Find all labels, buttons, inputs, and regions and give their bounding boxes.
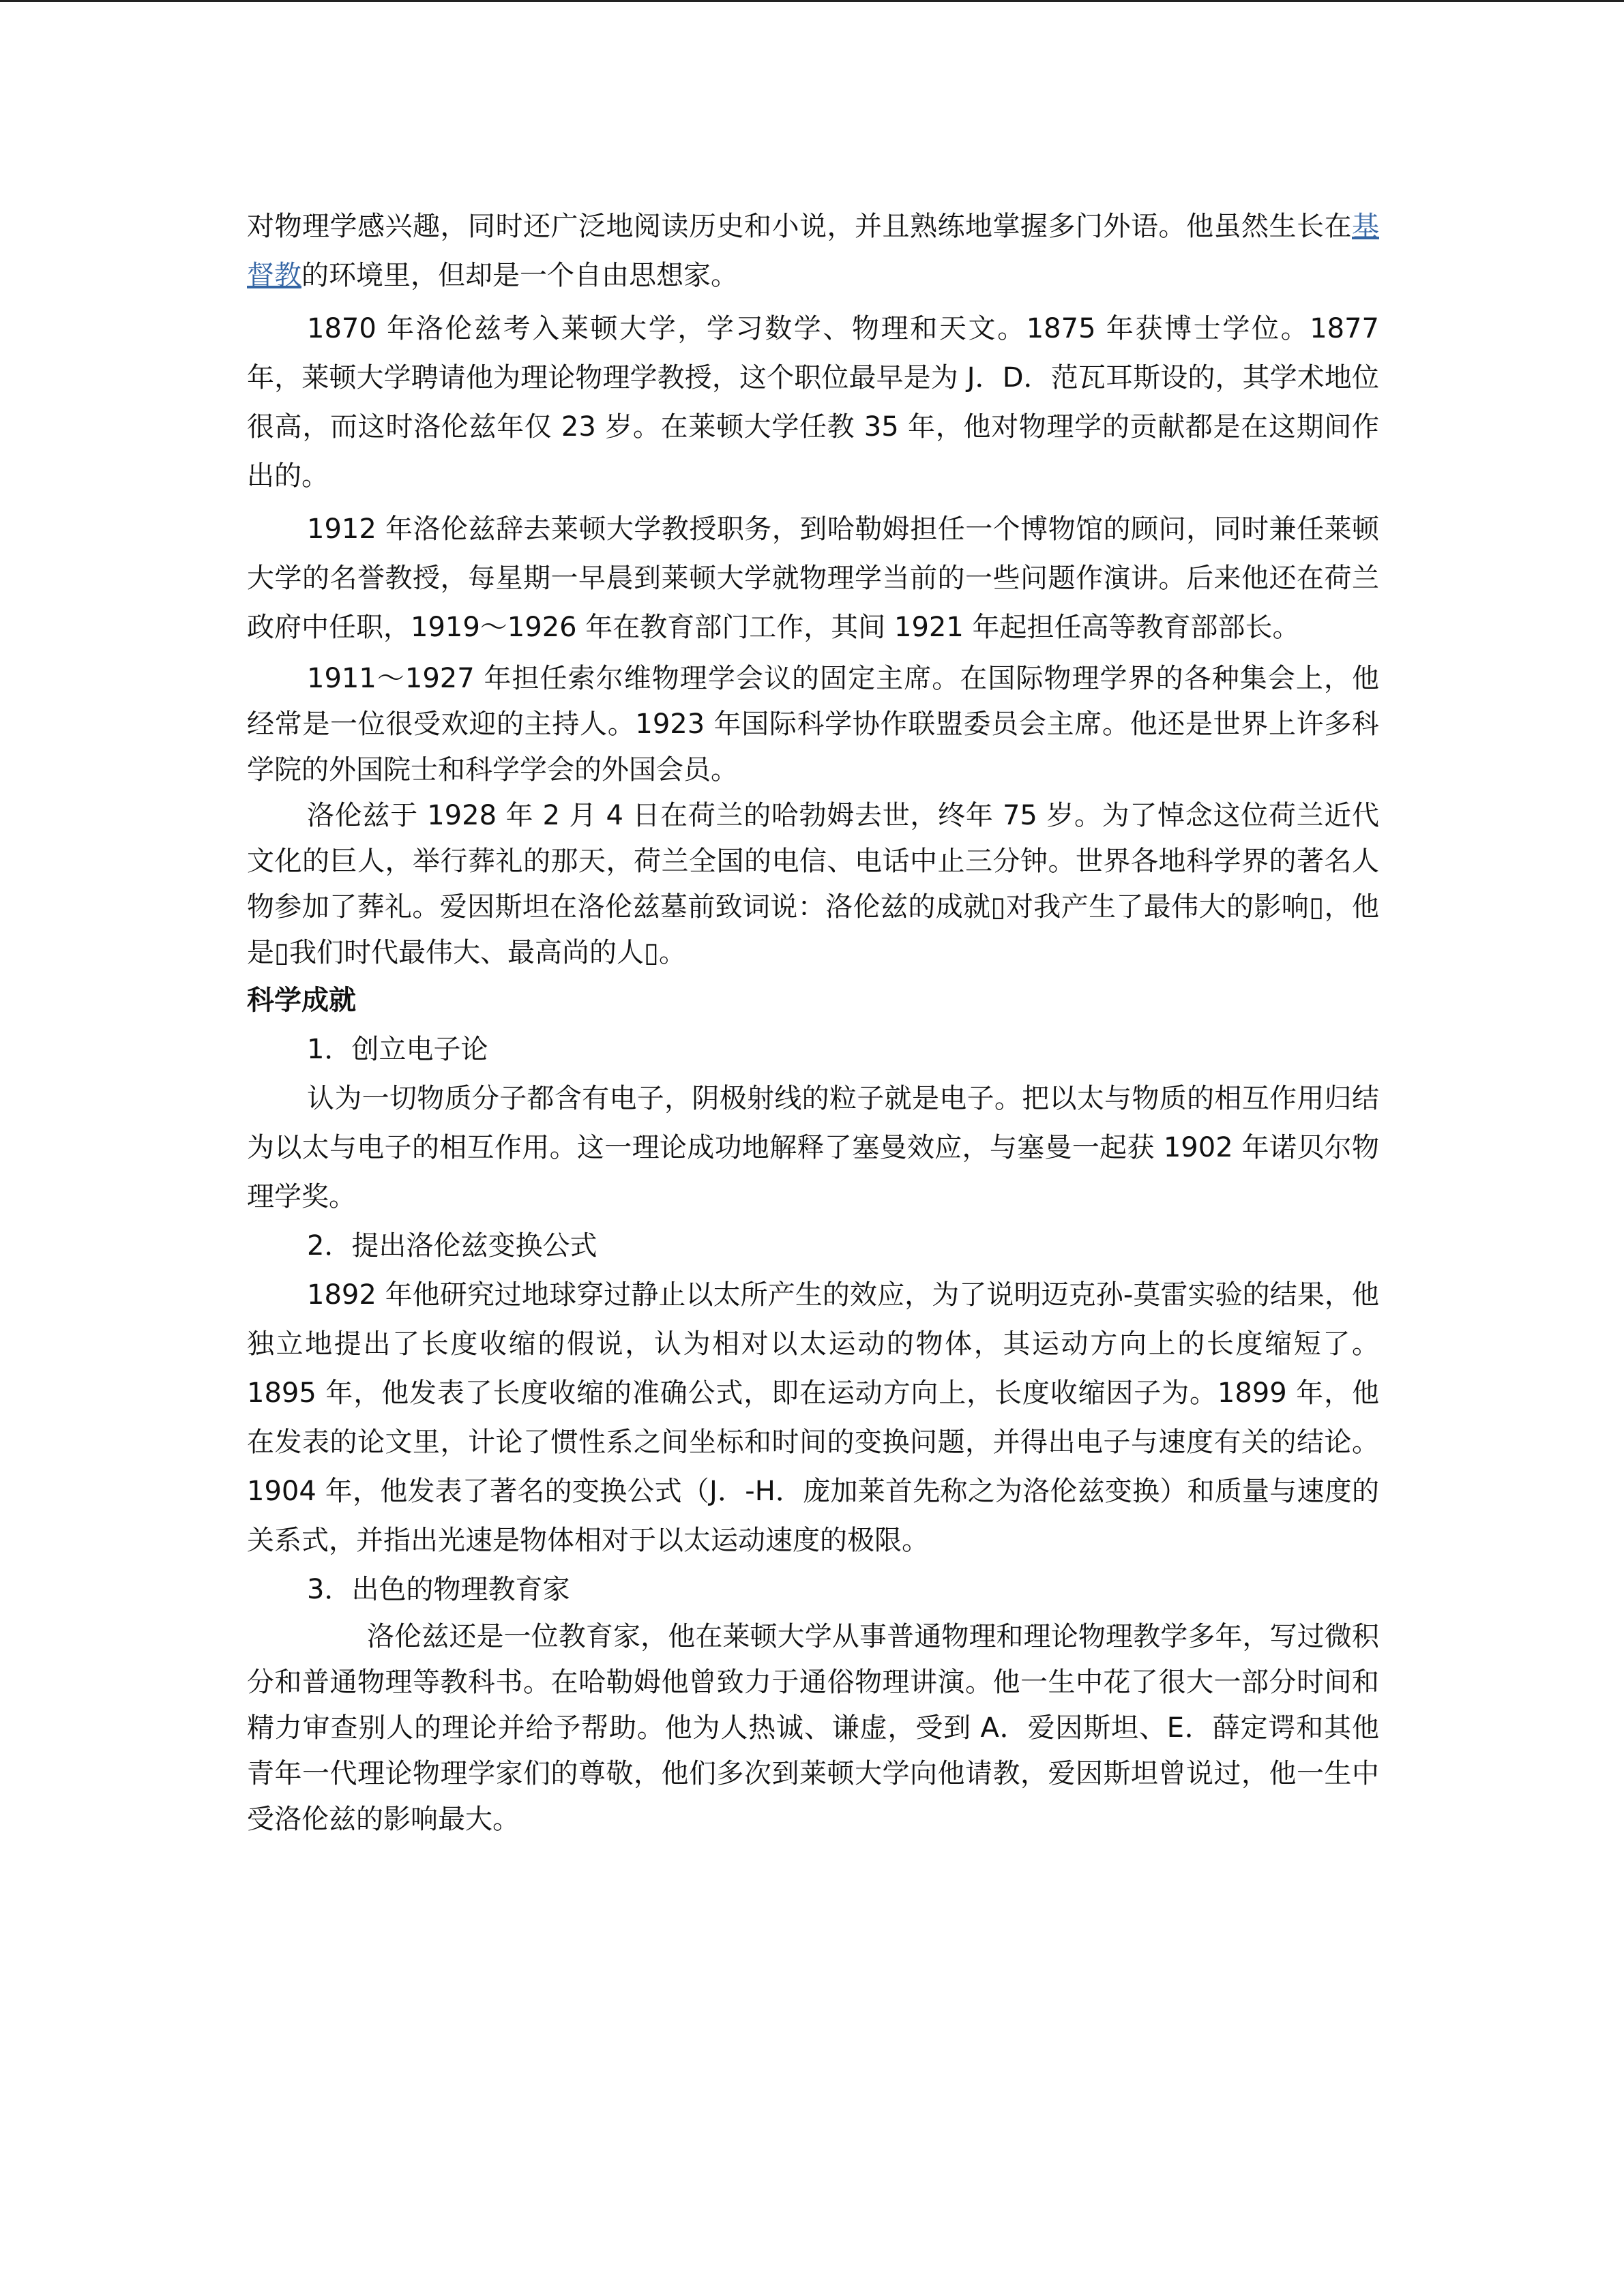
intro-text-after: 的环境里，但却是一个自由思想家。 — [301, 260, 738, 291]
subsection-title-lorentz-transform: 2．提出洛伦兹变换公式 — [307, 1230, 597, 1262]
subsection-title-electron-theory: 1．创立电子论 — [307, 1034, 488, 1065]
subsection-title-educator: 3．出色的物理教育家 — [307, 1574, 570, 1605]
section-title-achievements: 科学成就 — [247, 985, 356, 1016]
intro-text-before: 对物理学感兴趣，同时还广泛地阅读历史和小说，并且熟练地掌握多门外语。他虽然生长在 — [247, 211, 1352, 242]
page-top-border — [0, 0, 1624, 2]
paragraph-educator: 洛伦兹还是一位教育家，他在莱顿大学从事普通物理和理论物理教学多年，写过微积分和普通物理等教科书。在哈勒姆他曾致力于通俗物理讲演。他一生中花了很大一部分时间和精力审查别人的理论并给予帮助。他为人热诚、谦虚，受到 A．爱因斯坦、E．薛定谔和其他青年一代理论物理学家们的尊敬，他们多次到莱顿大学向他请教，爱因斯坦曾说过，他一生中受洛伦兹的影响最大。 — [247, 1621, 1379, 1835]
paragraph-1870: 1870 年洛伦兹考入莱顿大学，学习数学、物理和天文。1875 年获博士学位。1877 年，莱顿大学聘请他为理论物理学教授，这个职位最早是为 J．D．范瓦耳斯设的，其学术地位很高，而这时洛伦兹年仅 23 岁。在莱顿大学任教 35 年，他对物理学的贡献都是在这期间作出的。 — [247, 313, 1379, 492]
paragraph-electron-theory: 认为一切物质分子都含有电子，阴极射线的粒子就是电子。把以太与物质的相互作用归结为以太与电子的相互作用。这一理论成功地解释了塞曼效应，与塞曼一起获 1902 年诺贝尔物理学奖。 — [247, 1083, 1379, 1212]
intro-paragraph — [247, 202, 1379, 300]
paragraph-1911: 1911～1927 年担任索尔维物理学会议的固定主席。在国际物理学界的各种集会上，他经常是一位很受欢迎的主持人。1923 年国际科学协作联盟委员会主席。他还是世界上许多科学院的外国院士和科学学会的外国会员。 — [247, 663, 1379, 786]
paragraph-1928: 洛伦兹于 1928 年 2 月 4 日在荷兰的哈勃姆去世，终年 75 岁。为了悼念这位荷兰近代文化的巨人，举行葬礼的那天，荷兰全国的电信、电话中止三分钟。世界各地科学界的著名人物参加了葬礼。爱因斯坦在洛伦兹墓前致词说：洛伦兹的成就▯对我产生了最伟大的影响▯，他是▯我们时代最伟大、最高尚的人▯。 — [247, 800, 1379, 968]
paragraph-lorentz-transform: 1892 年他研究过地球穿过静止以太所产生的效应，为了说明迈克孙-莫雷实验的结果，他独立地提出了长度收缩的假说，认为相对以太运动的物体，其运动方向上的长度缩短了。1895 年，他发表了长度收缩的准确公式，即在运动方向上，长度收缩因子为。1899 年，他在发表的论文里，计论了惯性系之间坐标和时间的变换问题，并得出电子与速度有关的结论。1904 年，他发表了著名的变换公式（J．-H．庞加莱首先称之为洛伦兹变换）和质量与速度的关系式，并指出光速是物体相对于以太运动速度的极限。 — [247, 1279, 1379, 1556]
paragraph-1912: 1912 年洛伦兹辞去莱顿大学教授职务，到哈勒姆担任一个博物馆的顾问，同时兼任莱顿大学的名誉教授，每星期一早晨到莱顿大学就物理学当前的一些问题作演讲。后来他还在荷兰政府中任职，1919～1926 年在教育部门工作，其间 1921 年起担任高等教育部部长。 — [247, 513, 1379, 643]
document-page — [247, 202, 1379, 1843]
christianity-link[interactable]: 基督教 — [247, 211, 1379, 291]
